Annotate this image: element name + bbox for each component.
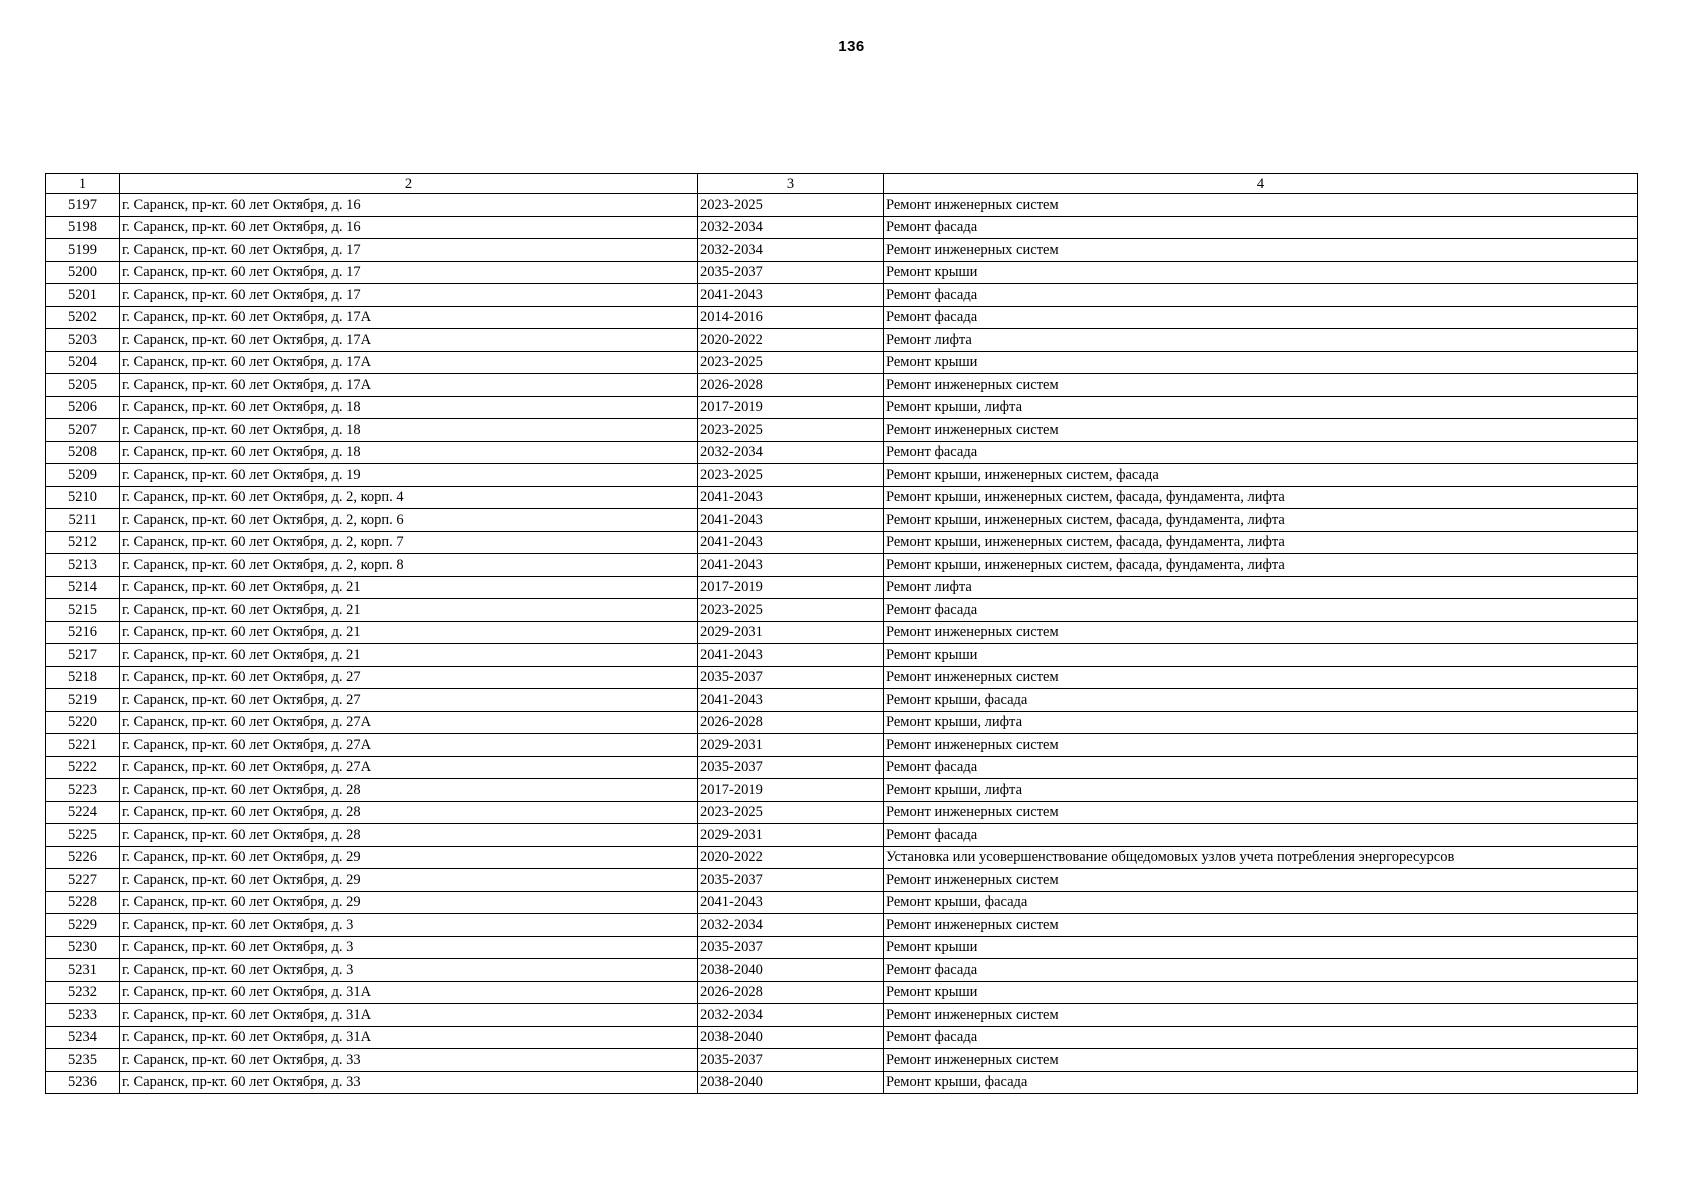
cell-address: г. Саранск, пр-кт. 60 лет Октября, д. 2, корп. 4 [120,486,698,509]
cell-period: 2041-2043 [698,509,884,532]
cell-work-type: Ремонт крыши, фасада [884,1071,1638,1094]
cell-work-type: Ремонт крыши, фасада [884,689,1638,712]
cell-row-number: 5231 [46,959,120,982]
cell-period: 2041-2043 [698,554,884,577]
table-row [46,396,1638,419]
cell-work-type: Ремонт фасада [884,441,1638,464]
cell-work-type: Ремонт фасада [884,599,1638,622]
table-row [46,329,1638,352]
cell-row-number: 5200 [46,261,120,284]
cell-work-type: Ремонт инженерных систем [884,1049,1638,1072]
cell-row-number: 5204 [46,351,120,374]
cell-address: г. Саранск, пр-кт. 60 лет Октября, д. 28 [120,801,698,824]
cell-row-number: 5217 [46,644,120,667]
cell-address: г. Саранск, пр-кт. 60 лет Октября, д. 28 [120,824,698,847]
table-row [46,1004,1638,1027]
cell-work-type: Ремонт инженерных систем [884,1004,1638,1027]
table-row [46,239,1638,262]
cell-work-type: Ремонт крыши, лифта [884,396,1638,419]
cell-period: 2035-2037 [698,261,884,284]
cell-work-type: Ремонт крыши [884,644,1638,667]
table-row [46,846,1638,869]
cell-work-type: Ремонт инженерных систем [884,801,1638,824]
table-row [46,194,1638,217]
cell-address: г. Саранск, пр-кт. 60 лет Октября, д. 18 [120,396,698,419]
table-row [46,711,1638,734]
cell-address: г. Саранск, пр-кт. 60 лет Октября, д. 3 [120,959,698,982]
cell-address: г. Саранск, пр-кт. 60 лет Октября, д. 17А [120,374,698,397]
table-row [46,509,1638,532]
cell-period: 2026-2028 [698,711,884,734]
cell-work-type: Ремонт инженерных систем [884,194,1638,217]
table-row [46,824,1638,847]
cell-work-type: Ремонт инженерных систем [884,734,1638,757]
cell-address: г. Саранск, пр-кт. 60 лет Октября, д. 2, корп. 8 [120,554,698,577]
table-row [46,599,1638,622]
table-row [46,801,1638,824]
cell-address: г. Саранск, пр-кт. 60 лет Октября, д. 2, корп. 7 [120,531,698,554]
page-number: 136 [838,38,865,55]
cell-period: 2017-2019 [698,779,884,802]
cell-row-number: 5213 [46,554,120,577]
cell-address: г. Саранск, пр-кт. 60 лет Октября, д. 18 [120,419,698,442]
cell-period: 2017-2019 [698,396,884,419]
cell-address: г. Саранск, пр-кт. 60 лет Октября, д. 21 [120,621,698,644]
cell-address: г. Саранск, пр-кт. 60 лет Октября, д. 31А [120,1026,698,1049]
table-row [46,666,1638,689]
cell-address: г. Саранск, пр-кт. 60 лет Октября, д. 16 [120,216,698,239]
cell-period: 2023-2025 [698,801,884,824]
table-row [46,576,1638,599]
cell-work-type: Ремонт инженерных систем [884,914,1638,937]
cell-address: г. Саранск, пр-кт. 60 лет Октября, д. 29 [120,869,698,892]
cell-work-type: Ремонт крыши, инженерных систем, фасада, фундамента, лифта [884,554,1638,577]
cell-address: г. Саранск, пр-кт. 60 лет Октября, д. 3 [120,914,698,937]
cell-period: 2041-2043 [698,531,884,554]
cell-period: 2035-2037 [698,1049,884,1072]
cell-work-type: Ремонт крыши [884,981,1638,1004]
cell-work-type: Ремонт лифта [884,576,1638,599]
cell-address: г. Саранск, пр-кт. 60 лет Октября, д. 21 [120,644,698,667]
cell-row-number: 5220 [46,711,120,734]
cell-row-number: 5198 [46,216,120,239]
cell-address: г. Саранск, пр-кт. 60 лет Октября, д. 33 [120,1049,698,1072]
cell-row-number: 5206 [46,396,120,419]
cell-period: 2032-2034 [698,239,884,262]
cell-address: г. Саранск, пр-кт. 60 лет Октября, д. 18 [120,441,698,464]
cell-address: г. Саранск, пр-кт. 60 лет Октября, д. 28 [120,779,698,802]
table-row [46,1071,1638,1094]
cell-work-type: Ремонт крыши, лифта [884,711,1638,734]
cell-address: г. Саранск, пр-кт. 60 лет Октября, д. 3 [120,936,698,959]
cell-period: 2029-2031 [698,734,884,757]
cell-address: г. Саранск, пр-кт. 60 лет Октября, д. 16 [120,194,698,217]
cell-period: 2014-2016 [698,306,884,329]
cell-work-type: Ремонт фасада [884,306,1638,329]
cell-period: 2026-2028 [698,374,884,397]
cell-work-type: Ремонт фасада [884,284,1638,307]
cell-period: 2032-2034 [698,914,884,937]
cell-work-type: Ремонт инженерных систем [884,666,1638,689]
cell-period: 2023-2025 [698,464,884,487]
table-row [46,621,1638,644]
table-row [46,284,1638,307]
table-row [46,756,1638,779]
cell-row-number: 5197 [46,194,120,217]
cell-address: г. Саранск, пр-кт. 60 лет Октября, д. 17 [120,284,698,307]
column-header-4: 4 [884,174,1638,194]
cell-row-number: 5203 [46,329,120,352]
cell-address: г. Саранск, пр-кт. 60 лет Октября, д. 33 [120,1071,698,1094]
cell-address: г. Саранск, пр-кт. 60 лет Октября, д. 2, корп. 6 [120,509,698,532]
column-header-1: 1 [46,174,120,194]
cell-row-number: 5212 [46,531,120,554]
cell-row-number: 5216 [46,621,120,644]
cell-period: 2035-2037 [698,936,884,959]
cell-work-type: Ремонт фасада [884,1026,1638,1049]
cell-address: г. Саранск, пр-кт. 60 лет Октября, д. 17А [120,351,698,374]
cell-row-number: 5223 [46,779,120,802]
table-row [46,914,1638,937]
table-header [46,174,1638,194]
cell-period: 2038-2040 [698,1071,884,1094]
cell-address: г. Саранск, пр-кт. 60 лет Октября, д. 31А [120,981,698,1004]
cell-row-number: 5232 [46,981,120,1004]
cell-period: 2035-2037 [698,869,884,892]
cell-period: 2023-2025 [698,419,884,442]
table-row [46,644,1638,667]
cell-work-type: Ремонт крыши, инженерных систем, фасада, фундамента, лифта [884,486,1638,509]
cell-period: 2041-2043 [698,891,884,914]
table-row [46,689,1638,712]
cell-row-number: 5214 [46,576,120,599]
cell-address: г. Саранск, пр-кт. 60 лет Октября, д. 21 [120,576,698,599]
cell-row-number: 5226 [46,846,120,869]
table-row [46,981,1638,1004]
cell-work-type: Ремонт фасада [884,756,1638,779]
cell-address: г. Саранск, пр-кт. 60 лет Октября, д. 29 [120,846,698,869]
cell-work-type: Установка или усовершенствование общедомовых узлов учета потребления энергоресурсов [884,846,1638,869]
cell-row-number: 5225 [46,824,120,847]
cell-work-type: Ремонт инженерных систем [884,374,1638,397]
cell-period: 2032-2034 [698,216,884,239]
cell-address: г. Саранск, пр-кт. 60 лет Октября, д. 27А [120,734,698,757]
table-row [46,779,1638,802]
cell-row-number: 5228 [46,891,120,914]
cell-period: 2029-2031 [698,621,884,644]
cell-work-type: Ремонт инженерных систем [884,239,1638,262]
cell-row-number: 5227 [46,869,120,892]
table-row [46,554,1638,577]
table-row [46,869,1638,892]
cell-work-type: Ремонт крыши [884,261,1638,284]
cell-row-number: 5230 [46,936,120,959]
cell-period: 2035-2037 [698,756,884,779]
cell-row-number: 5205 [46,374,120,397]
cell-address: г. Саранск, пр-кт. 60 лет Октября, д. 21 [120,599,698,622]
cell-address: г. Саранск, пр-кт. 60 лет Октября, д. 27 [120,689,698,712]
cell-row-number: 5208 [46,441,120,464]
cell-period: 2041-2043 [698,284,884,307]
table-row [46,351,1638,374]
table-row [46,1049,1638,1072]
column-header-2: 2 [120,174,698,194]
cell-period: 2023-2025 [698,599,884,622]
cell-row-number: 5215 [46,599,120,622]
cell-row-number: 5233 [46,1004,120,1027]
table-row [46,1026,1638,1049]
cell-work-type: Ремонт инженерных систем [884,621,1638,644]
table-row [46,261,1638,284]
cell-row-number: 5234 [46,1026,120,1049]
cell-address: г. Саранск, пр-кт. 60 лет Октября, д. 27А [120,711,698,734]
table-row [46,419,1638,442]
cell-work-type: Ремонт крыши, лифта [884,779,1638,802]
cell-period: 2041-2043 [698,689,884,712]
cell-address: г. Саранск, пр-кт. 60 лет Октября, д. 17 [120,261,698,284]
table-row [46,464,1638,487]
cell-row-number: 5218 [46,666,120,689]
cell-row-number: 5210 [46,486,120,509]
cell-row-number: 5199 [46,239,120,262]
cell-period: 2026-2028 [698,981,884,1004]
repair-schedule-table [45,173,1638,1094]
cell-period: 2017-2019 [698,576,884,599]
cell-period: 2032-2034 [698,441,884,464]
table-row [46,441,1638,464]
cell-period: 2038-2040 [698,1026,884,1049]
cell-work-type: Ремонт лифта [884,329,1638,352]
cell-row-number: 5236 [46,1071,120,1094]
cell-row-number: 5222 [46,756,120,779]
cell-work-type: Ремонт крыши, инженерных систем, фасада [884,464,1638,487]
cell-period: 2035-2037 [698,666,884,689]
table-row [46,734,1638,757]
table-row [46,486,1638,509]
cell-address: г. Саранск, пр-кт. 60 лет Октября, д. 29 [120,891,698,914]
cell-row-number: 5224 [46,801,120,824]
cell-row-number: 5201 [46,284,120,307]
table-body [46,194,1638,1094]
cell-period: 2041-2043 [698,486,884,509]
cell-row-number: 5207 [46,419,120,442]
cell-period: 2041-2043 [698,644,884,667]
cell-address: г. Саранск, пр-кт. 60 лет Октября, д. 31А [120,1004,698,1027]
cell-work-type: Ремонт инженерных систем [884,419,1638,442]
table-row [46,959,1638,982]
cell-row-number: 5229 [46,914,120,937]
cell-work-type: Ремонт инженерных систем [884,869,1638,892]
cell-work-type: Ремонт крыши, инженерных систем, фасада, фундамента, лифта [884,509,1638,532]
cell-address: г. Саранск, пр-кт. 60 лет Октября, д. 27А [120,756,698,779]
column-header-3: 3 [698,174,884,194]
cell-work-type: Ремонт крыши, фасада [884,891,1638,914]
cell-period: 2038-2040 [698,959,884,982]
cell-work-type: Ремонт крыши [884,351,1638,374]
cell-row-number: 5219 [46,689,120,712]
cell-work-type: Ремонт фасада [884,824,1638,847]
cell-row-number: 5211 [46,509,120,532]
cell-row-number: 5209 [46,464,120,487]
cell-period: 2020-2022 [698,329,884,352]
table-row [46,891,1638,914]
table-row [46,306,1638,329]
cell-address: г. Саранск, пр-кт. 60 лет Октября, д. 17 [120,239,698,262]
cell-work-type: Ремонт крыши [884,936,1638,959]
cell-work-type: Ремонт крыши, инженерных систем, фасада, фундамента, лифта [884,531,1638,554]
header-row [46,174,1638,194]
cell-work-type: Ремонт фасада [884,959,1638,982]
cell-period: 2032-2034 [698,1004,884,1027]
table-row [46,531,1638,554]
cell-period: 2029-2031 [698,824,884,847]
table-row [46,936,1638,959]
table-row [46,216,1638,239]
cell-row-number: 5235 [46,1049,120,1072]
cell-address: г. Саранск, пр-кт. 60 лет Октября, д. 17А [120,306,698,329]
cell-work-type: Ремонт фасада [884,216,1638,239]
cell-address: г. Саранск, пр-кт. 60 лет Октября, д. 27 [120,666,698,689]
cell-period: 2023-2025 [698,351,884,374]
cell-row-number: 5221 [46,734,120,757]
cell-period: 2020-2022 [698,846,884,869]
cell-period: 2023-2025 [698,194,884,217]
cell-address: г. Саранск, пр-кт. 60 лет Октября, д. 19 [120,464,698,487]
cell-address: г. Саранск, пр-кт. 60 лет Октября, д. 17А [120,329,698,352]
cell-row-number: 5202 [46,306,120,329]
table-row [46,374,1638,397]
